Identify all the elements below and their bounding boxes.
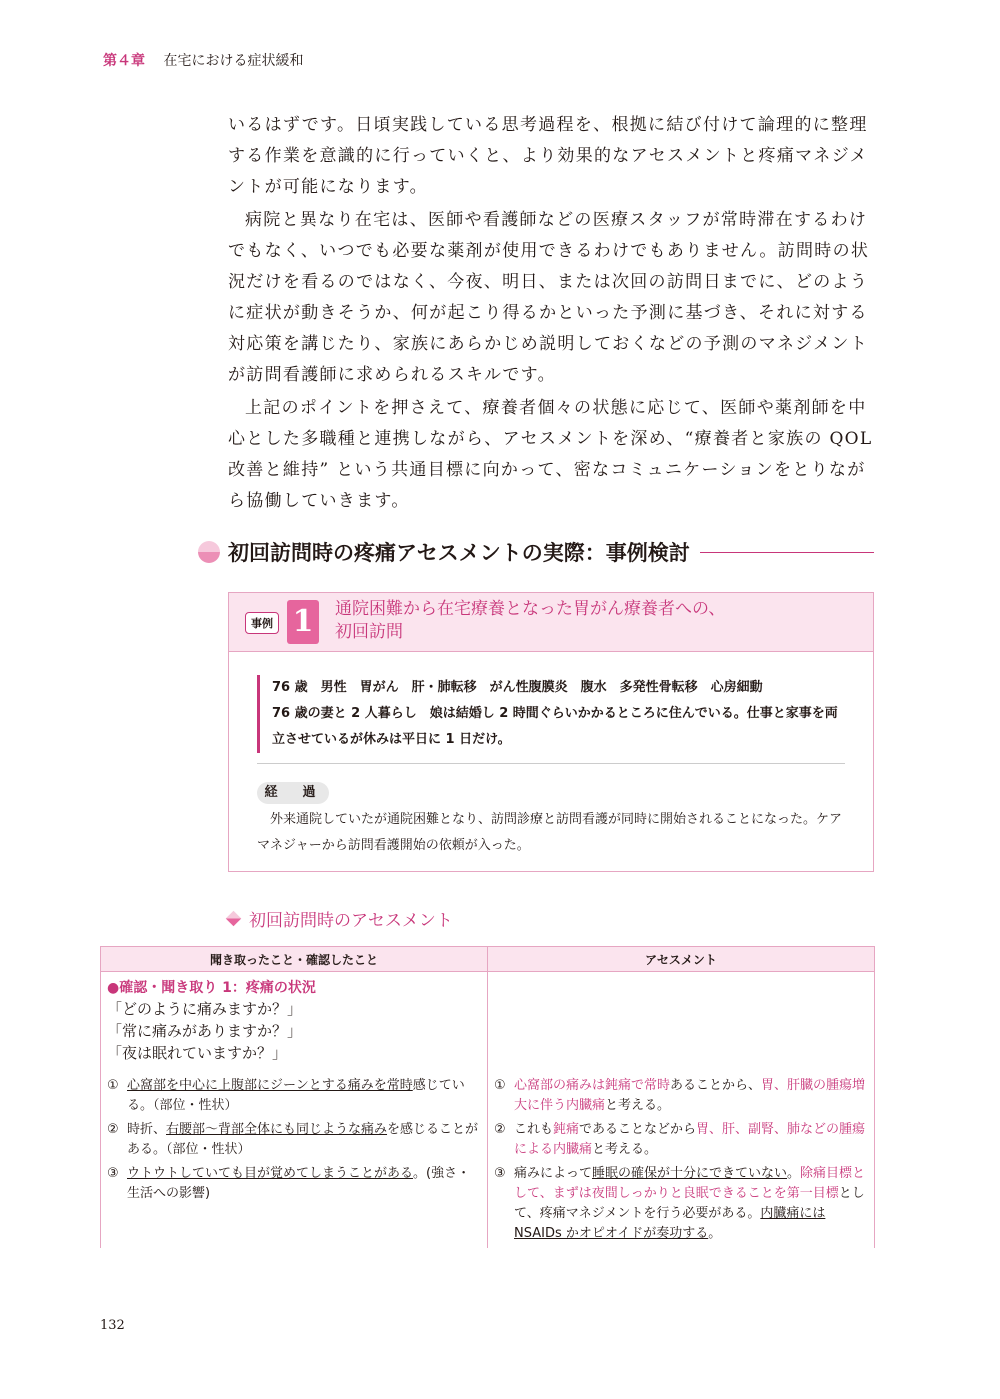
case-divider <box>257 763 845 764</box>
body-text <box>228 110 874 519</box>
case-title-line-1: 通院困難から在宅療養となった胃がん療養者への、 <box>335 599 726 619</box>
paragraph-2: 病院と異なり在宅は、医師や看護師などの医療スタッフが常時滞在するわけでもなく、いつでも必要な薬剤が使用できるわけでもありません。訪問時の状況だけを看るのではなく、今夜、明日、または次回の訪問日までに、どのように症状が動きそうか、何が起こり得るかといった予測に基づき、それに対する対応策を講じたり、家族にあらかじめ説明しておくなどの予測のマネジメントが訪問看護師に求められるスキルです。 <box>228 210 870 385</box>
case-profile <box>257 675 847 753</box>
finding-1: ① 心窩部を中心に上腹部にジーンとする痛みを常時感じている。（部位・性状） <box>107 1078 465 1113</box>
question-heading: ●確認・聞き取り 1：疼痛の状況 <box>107 980 316 996</box>
chapter-label: 第４章 <box>103 53 145 69</box>
question-1: 「どのように痛みますか？」 <box>107 1000 303 1018</box>
finding-2: ② 時折、右腰部〜背部全体にも同じような痛みを感じることがある。（部位・性状） <box>107 1122 479 1157</box>
table-header-heard: 聞き取ったこと・確認したこと <box>101 947 488 972</box>
table-cell-questions <box>101 972 488 1065</box>
section-heading <box>198 536 874 568</box>
assessment-table <box>100 946 875 1248</box>
heading-rule <box>700 552 874 553</box>
finding-3: ③ ウトウトしていても目が覚めてしまうことがある。(強さ・生活への影響) <box>107 1166 471 1201</box>
case-title <box>335 598 725 644</box>
assessment-3: ③ 痛みによって睡眠の確保が十分にできていない。除痛目標として、まずは夜間しっかりと良眠できることを第一目標として、疼痛マネジメントを行う必要がある。内臓痛には NSAIDs かオピオイドが奏功する。 <box>494 1166 866 1241</box>
progress-label: 経 過 <box>257 782 329 804</box>
case-number: 1 <box>287 600 319 644</box>
table-cell-assessments <box>488 1064 875 1248</box>
case-title-line-2: 初回訪問 <box>335 622 403 642</box>
case-box <box>228 592 874 872</box>
chapter-title: 在宅における症状緩和 <box>163 53 304 69</box>
bullet-circle-icon <box>198 541 220 563</box>
diamond-icon <box>226 911 242 927</box>
assessment-1: ① 心窩部の痛みは鈍痛で常時あることから、胃、肝臓の腫瘍増大に伴う内臓痛と考える。 <box>494 1078 866 1113</box>
question-3: 「夜は眠れていますか？」 <box>107 1044 288 1062</box>
case-profile-line-1: 76 歳 男性 胃がん 肝・肺転移 がん性腹膜炎 腹水 多発性骨転移 心房細動 <box>272 680 763 695</box>
table-cell-findings <box>101 1064 488 1248</box>
case-label: 事例 <box>245 612 279 634</box>
case-header <box>229 593 873 652</box>
running-header <box>103 50 303 70</box>
progress-text: 外来通院していたが通院困難となり、訪問診療と訪問看護が同時に開始されることになった。ケアマネジャーから訪問看護開始の依頼が入った。 <box>257 812 843 853</box>
assessment-2: ② これも鈍痛であることなどから胃、肝、副腎、肺などの腫瘍による内臓痛と考える。 <box>494 1122 866 1157</box>
subsection-heading <box>228 906 453 931</box>
paragraph-1: いるはずです。日頃実践している思考過程を、根拠に結び付けて論理的に整理する作業を意識的に行っていくと、より効果的なアセスメントと疼痛マネジメントが可能になります。 <box>228 115 868 197</box>
section-title: 初回訪問時の疼痛アセスメントの実際：事例検討 <box>228 541 690 565</box>
table-header-assessment: アセスメント <box>488 947 875 972</box>
question-2: 「常に痛みがありますか？」 <box>107 1022 303 1040</box>
case-profile-line-2: 76 歳の妻と 2 人暮らし 娘は結婚し 2 時間ぐらいかかるところに住んでいる。仕事と家事を両立させているが休みは平日に 1 日だけ。 <box>272 706 838 747</box>
table-cell-empty <box>488 972 875 1065</box>
page-number: 132 <box>100 1318 125 1333</box>
subsection-title: 初回訪問時のアセスメント <box>249 911 453 931</box>
paragraph-3: 上記のポイントを押さえて、療養者個々の状態に応じて、医師や薬剤師を中心とした多職種と連携しながら、アセスメントを深め、“療養者と家族の QOL 改善と維持” という共通目標に向かって、密なコミュニケーションをとりながら協働していきます。 <box>228 398 873 511</box>
